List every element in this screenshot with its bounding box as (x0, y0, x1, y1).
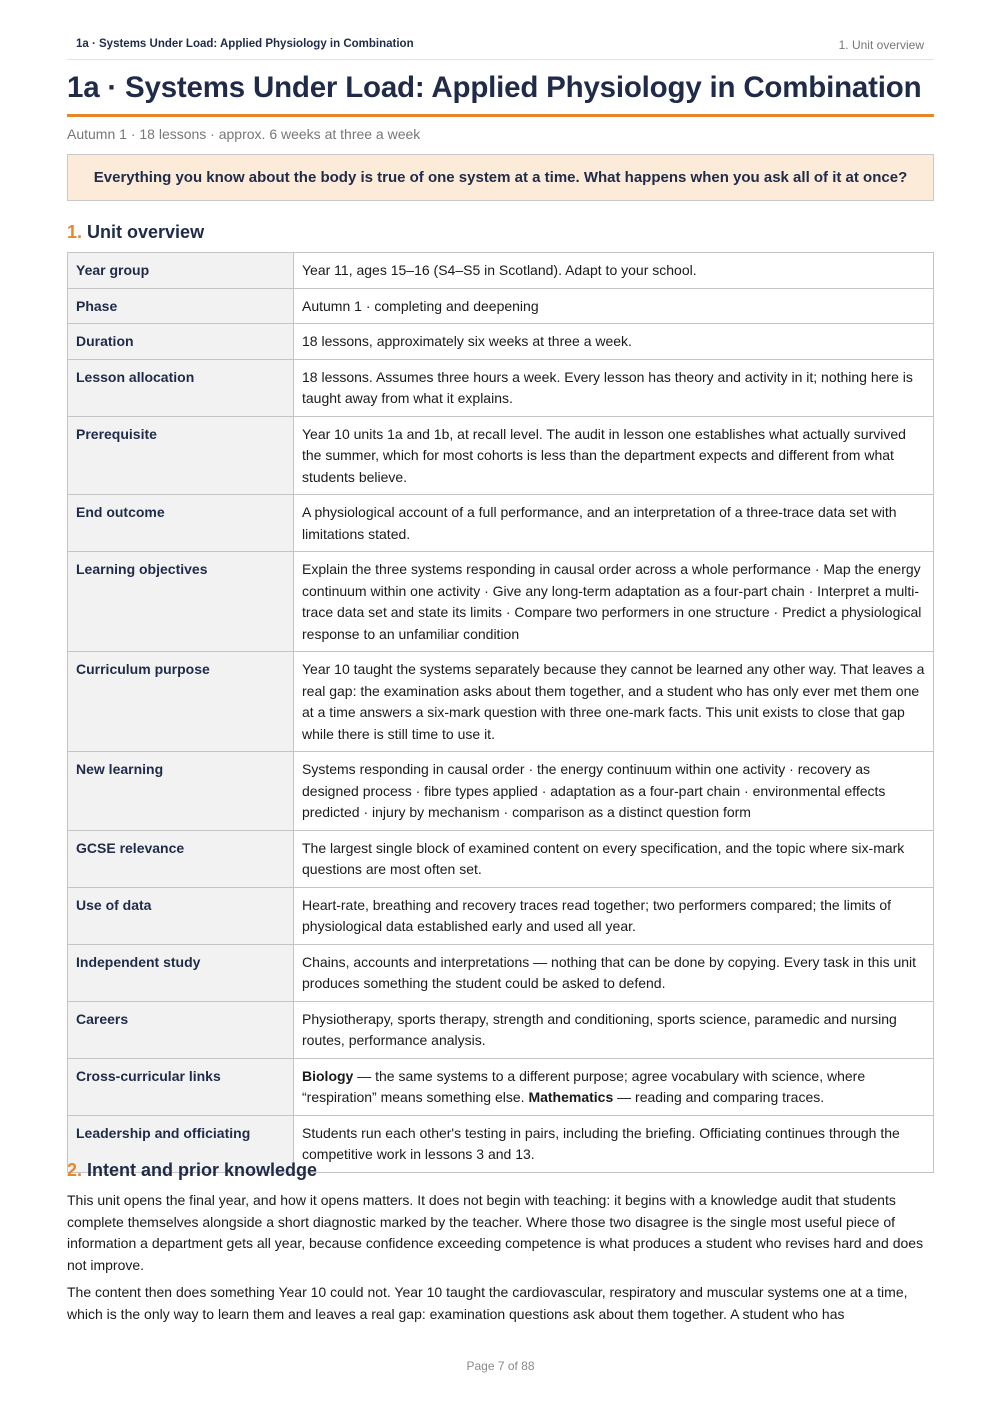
row-label: Leadership and officiating (68, 1115, 294, 1172)
unit-overview-table (67, 252, 934, 1173)
section-heading-unit-overview (67, 220, 204, 244)
row-value: Chains, accounts and interpretations — nothing that can be done by copying. Every task in this unit produces something the student could be asked to defend. (294, 944, 934, 1001)
row-label: Duration (68, 324, 294, 360)
row-label: Lesson allocation (68, 359, 294, 416)
intent-paragraph: The content then does something Year 10 could not. Year 10 taught the cardiovascular, respiratory and muscular systems one at a time, which is the only way to learn them and leaves a real gap: examination questions ask about them together. A student who has (67, 1284, 908, 1322)
row-label: Cross-curricular links (68, 1058, 294, 1115)
page-number: Page 7 of 88 (466, 1359, 535, 1373)
row-value: Year 10 taught the systems separately because they cannot be learned any other way. That leaves a real gap: the examination asks about them together, and a student who has only ever met them one at a time answers a six-mark question with three one-mark facts. This unit exists to close that gap while there is still time to use it. (294, 652, 934, 752)
table-row (68, 552, 934, 652)
row-value: Year 11, ages 15–16 (S4–S5 in Scotland). Adapt to your school. (294, 253, 934, 289)
section-title: Intent and prior knowledge (87, 1160, 318, 1180)
table-row (68, 288, 934, 324)
table-row (68, 944, 934, 1001)
table-row (68, 887, 934, 944)
running-header (67, 38, 934, 60)
row-label: Use of data (68, 887, 294, 944)
table-row (68, 416, 934, 495)
document-page (67, 0, 934, 1416)
biology-link-text: — the same systems to a different purpose; agree vocabulary with science, where “respiration” means something else. (302, 1067, 866, 1105)
page-title: 1a · Systems Under Load: Applied Physiology in Combination (67, 71, 922, 104)
row-label: Phase (68, 288, 294, 324)
intent-paragraph: This unit opens the final year, and how it opens matters. It does not begin with teaching: it begins with a knowledge audit that students complete themselves alongside a short diagnostic marked by the teacher. Where those two disagree is the single most useful piece of information a department gets all year, because confidence exceeding competence is what produces a student who revises hard and does not improve. (67, 1192, 924, 1273)
table-row (68, 324, 934, 360)
row-label: Learning objectives (68, 552, 294, 652)
row-value: Systems responding in causal order · the energy continuum within one activity · recovery as designed process · fibre types applied · adaptation as a four-part chain · environmental effects predicted · injury by mechanism · comparison as a distinct question form (294, 752, 934, 831)
row-label: End outcome (68, 495, 294, 552)
section-title: Unit overview (87, 222, 205, 242)
row-label: Curriculum purpose (68, 652, 294, 752)
table-row (68, 652, 934, 752)
row-value: Physiotherapy, sports therapy, strength and conditioning, sports science, paramedic and nursing routes, performance analysis. (294, 1001, 934, 1058)
key-question-callout (67, 154, 934, 201)
section-number: 1. (67, 222, 83, 242)
running-header-section: 1. Unit overview (838, 38, 924, 52)
key-question-text: Everything you know about the body is true of one system at a time. What happens when you ask all of it at once? (93, 169, 908, 186)
row-label: GCSE relevance (68, 830, 294, 887)
row-value: The largest single block of examined content on every specification, and the topic where six-mark questions are most often set. (294, 830, 934, 887)
page-subtitle: Autumn 1 · 18 lessons · approx. 6 weeks at three a week (67, 126, 421, 142)
row-value: A physiological account of a full performance, and an interpretation of a three-trace data set with limitations stated. (294, 495, 934, 552)
row-label: New learning (68, 752, 294, 831)
table-row (68, 359, 934, 416)
section-heading-intent (67, 1158, 317, 1182)
running-header-title: 1a · Systems Under Load: Applied Physiology in Combination (76, 38, 414, 50)
row-value (294, 1058, 934, 1115)
row-label: Year group (68, 253, 294, 289)
row-value: Year 10 units 1a and 1b, at recall level. The audit in lesson one establishes what actually survived the summer, which for most cohorts is less than the department expects and different from what students believe. (294, 416, 934, 495)
row-value: Explain the three systems responding in causal order across a whole performance · Map the energy continuum within one activity · Give any long-term adaptation as a four-part chain · Interpret a multi-trace data set and state its limits · Compare two performers in one structure · Predict a physiological response to an unfamiliar condition (294, 552, 934, 652)
title-divider (67, 114, 934, 117)
row-value: Students run each other's testing in pairs, including the briefing. Officiating continues through the competitive work in lessons 3 and 13. (294, 1115, 934, 1172)
row-label: Prerequisite (68, 416, 294, 495)
row-value: 18 lessons. Assumes three hours a week. Every lesson has theory and activity in it; nothing here is taught away from what it explains. (294, 359, 934, 416)
row-value: Autumn 1 · completing and deepening (294, 288, 934, 324)
table-row (68, 253, 934, 289)
table-row (68, 830, 934, 887)
table-row (68, 1058, 934, 1115)
row-label: Independent study (68, 944, 294, 1001)
subject-mathematics: Mathematics (528, 1089, 614, 1105)
row-label: Careers (68, 1001, 294, 1058)
subject-biology: Biology (302, 1067, 354, 1084)
row-value: Heart-rate, breathing and recovery traces read together; two performers compared; the limits of physiological data established early and used all year. (294, 887, 934, 944)
table-row (68, 752, 934, 831)
table-row (68, 1001, 934, 1058)
section-number: 2. (67, 1160, 83, 1180)
mathematics-link-text: — reading and comparing traces. (613, 1089, 825, 1105)
table-row (68, 495, 934, 552)
row-value: 18 lessons, approximately six weeks at three a week. (294, 324, 934, 360)
